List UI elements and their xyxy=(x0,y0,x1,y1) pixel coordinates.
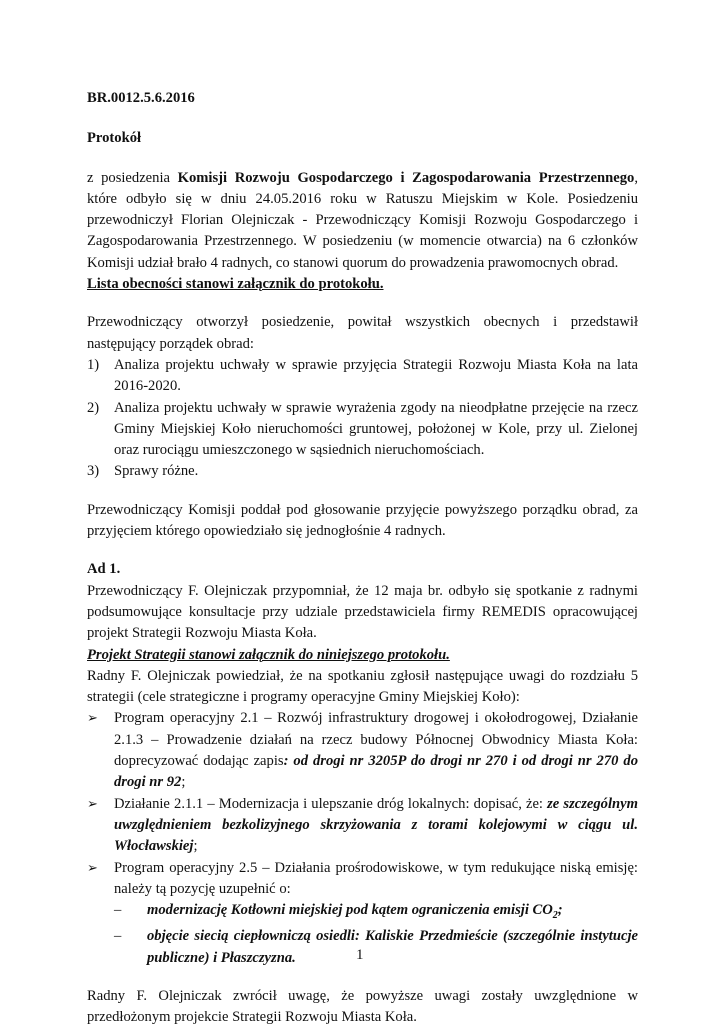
sub-remark-end: ; xyxy=(557,902,563,919)
remark-item xyxy=(87,794,638,858)
arrow-bullet-icon: ➢ xyxy=(87,711,98,727)
remark-text: Program operacyjny 2.5 – Działania prośrodowiskowe, w tym redukujące niską emisję: należy tą pozycję uzupełnić o: xyxy=(114,859,638,897)
remarks-intro: Radny F. Olejniczak powiedział, że na spotkaniu zgłosił następujące uwagi do rozdziału 5 strategii (cele strategiczne i programy operacyjne Gminy Miejskiej Koło): xyxy=(87,667,638,706)
vote-paragraph: Przewodniczący Komisji poddał pod głosowanie przyjęcie powyższego porządku obrad, za przyjęciem którego opowiedziało się jednogłośnie 4 radnych. xyxy=(87,501,638,540)
remarks-list xyxy=(87,708,638,900)
dash-bullet-icon: – xyxy=(114,902,122,919)
document-title: Protokół xyxy=(87,130,142,147)
subscript-2: 2 xyxy=(552,910,558,921)
agenda-item xyxy=(87,355,638,398)
sub-remark-item xyxy=(114,900,638,926)
agenda-item-text: Analiza projektu uchwały w sprawie przyjęcia Strategii Rozwoju Miasta Koła na lata 2016-2020. xyxy=(114,356,638,395)
remark-emphasis: : od drogi nr 3205P do drogi nr 270 i od drogi nr 270 do drogi nr 92 xyxy=(114,753,638,791)
agenda-item xyxy=(87,398,638,462)
agenda-item-number: 1) xyxy=(87,356,100,373)
attendance-note: Lista obecności stanowi załącznik do protokołu. xyxy=(87,276,384,293)
project-attachment-note: Projekt Strategii stanowi załącznik do niniejszego protokołu. xyxy=(87,646,450,663)
remark-emphasis: ze szczególnym uwzględnieniem bezkolizyjnego skrzyżowania z torami kolejowymi w ciągu ul. Włocławskiej xyxy=(114,795,638,855)
remark-text: Działanie 2.1.1 – Modernizacja i ulepszanie dróg lokalnych: dopisać, że: xyxy=(114,795,548,812)
agenda-item-text: Analiza projektu uchwały w sprawie wyrażenia zgody na nieodpłatne przejęcie na rzecz Gminy Miejskiej Koło nieruchomości gruntowej, położonej w Kole, przy ul. Zielonej oraz rurociągu umieszczonego w sąsiednich nieruchomościach. xyxy=(114,399,638,459)
dash-bullet-icon: – xyxy=(114,928,122,945)
ad1-paragraph: Przewodniczący F. Olejniczak przypomniał, że 12 maja br. odbyło się spotkanie z radnymi podsumowujące konsultacje przy udziale przedstawiciela firmy REMEDIS opracowującej projekt Strategii Rozwoju Miasta Koła. xyxy=(87,582,638,642)
agenda-item-text: Sprawy różne. xyxy=(114,463,199,480)
sub-remark-item xyxy=(114,926,638,969)
page-number: 1 xyxy=(356,947,364,963)
ad1-heading: Ad 1. xyxy=(87,561,121,578)
opening-paragraph: Przewodniczący otworzył posiedzenie, powitał wszystkich obecnych i przedstawił następujący porządek obrad: xyxy=(87,314,638,352)
closing-paragraph: Radny F. Olejniczak zwrócił uwagę, że powyższe uwagi zostały uwzględnione w przedłożonym projekcie Strategii Rozwoju Miasta Koła. xyxy=(87,987,638,1026)
remark-text: Program operacyjny 2.1 – Rozwój infrastruktury drogowej i okołodrogowej, Działanie 2.1.3 – Prowadzenie działań na rzecz budowy Północnej Obwodnicy Miasta Koła: doprecyzować dodając zapis xyxy=(114,710,638,770)
remark-item xyxy=(87,708,638,793)
remark-item xyxy=(87,858,638,901)
arrow-bullet-icon: ➢ xyxy=(87,796,98,812)
arrow-bullet-icon: ➢ xyxy=(87,860,98,876)
intro-post: , które odbyło się w dniu 24.05.2016 roku w Ratuszu Miejskim w Kole. Posiedzeniu przewodniczył Florian Olejniczak - Przewodniczący Komisji Rozwoju Gospodarczego i Zagospodarowania Przestrzennego. W posiedzeniu (w momencie otwarcia) na 6 członków Komisji udział brało 4 radnych, co stanowi quorum do prowadzenia prawomocnych obrad. xyxy=(87,169,638,271)
agenda-list xyxy=(87,355,638,483)
intro-paragraph xyxy=(87,168,638,274)
agenda-item-number: 3) xyxy=(87,463,100,480)
remark-end: ; xyxy=(193,838,198,855)
intro-pre: z posiedzenia xyxy=(87,169,178,186)
agenda-item xyxy=(87,461,638,482)
document-body xyxy=(87,88,638,1028)
sub-remark-text: modernizację Kotłowni miejskiej pod kątem ograniczenia emisji CO xyxy=(147,902,553,919)
agenda-item-number: 2) xyxy=(87,399,100,416)
remark-end: ; xyxy=(181,774,186,791)
sub-remark-text: objęcie siecią ciepłowniczą osiedli: Kaliskie Przedmieście (szczególnie instytucje publiczne) i Płaszczyzna. xyxy=(147,928,638,966)
document-signature: BR.0012.5.6.2016 xyxy=(87,90,195,106)
committee-name: Komisji Rozwoju Gospodarczego i Zagospodarowania Przestrzennego xyxy=(177,169,635,186)
